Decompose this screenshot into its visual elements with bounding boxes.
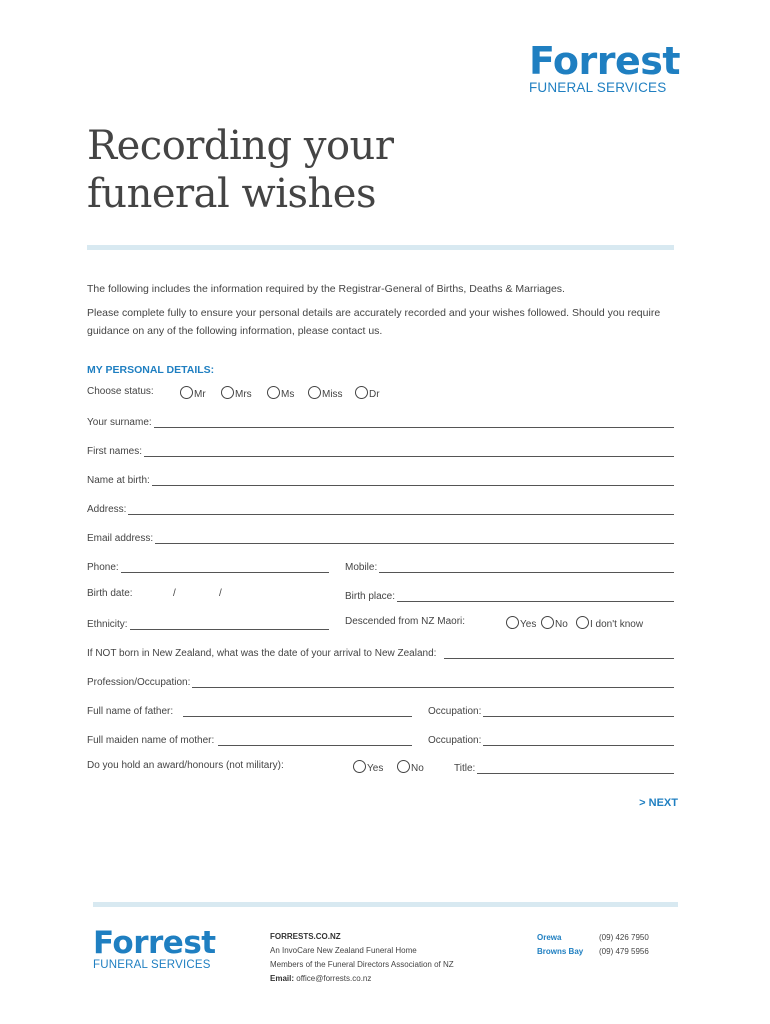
brand-logo [528,39,680,95]
birth-date-label: Birth date: [87,588,133,599]
brand-wordmark: Forrest [528,39,680,83]
birth-date-separator: / [219,588,222,599]
surname-field[interactable]: Your surname: [87,414,674,428]
location-name: Orewa [537,933,562,942]
status-option-ms[interactable]: Ms [267,386,294,400]
status-option-mr[interactable]: Mr [180,386,206,400]
footer-locations [537,931,649,959]
award-title-field[interactable]: Title: [454,760,674,774]
footer-line-1: An InvoCare New Zealand Funeral Home [270,946,417,955]
award-option-no[interactable]: No [397,760,424,774]
radio-icon[interactable] [353,760,366,773]
father-name-field[interactable]: Full name of father: [87,703,412,717]
page-title [87,122,393,218]
footer-line-2: Members of the Funeral Directors Association of NZ [270,960,454,969]
status-option-dr[interactable]: Dr [355,386,380,400]
radio-icon[interactable] [308,386,321,399]
mother-name-field[interactable]: Full maiden name of mother: [87,732,412,746]
radio-icon[interactable] [180,386,193,399]
section-title: MY PERSONAL DETAILS: [87,364,215,376]
arrival-date-field[interactable]: If NOT born in New Zealand, what was the date of your arrival to New Zealand: [87,645,674,659]
descended-option-yes[interactable]: Yes [506,616,536,630]
address-field[interactable]: Address: [87,501,674,515]
descended-option-dont-know[interactable]: I don't know [576,616,643,630]
profession-field[interactable]: Profession/Occupation: [87,674,674,688]
footer-divider-bar [93,902,678,907]
next-link[interactable]: > NEXT [639,797,678,809]
divider-bar [87,245,674,250]
status-row [87,386,674,404]
radio-icon[interactable] [397,760,410,773]
radio-icon[interactable] [355,386,368,399]
location-name: Browns Bay [537,947,584,956]
first-names-field[interactable]: First names: [87,443,674,457]
ethnicity-field[interactable]: Ethnicity: [87,616,329,630]
footer-site-link[interactable]: FORRESTS.CO.NZ [270,932,341,941]
descended-option-no[interactable]: No [541,616,568,630]
birth-place-field[interactable]: Birth place: [345,588,674,602]
footer-brand-wordmark: Forrest [93,925,216,961]
mother-occupation-field[interactable]: Occupation: [428,732,674,746]
footer-email-link[interactable]: office@forrests.co.nz [296,974,372,983]
radio-icon[interactable] [267,386,280,399]
footer-brand-logo [93,925,216,971]
status-label: Choose status: [87,386,154,397]
footer-brand-subtitle: FUNERAL SERVICES [93,959,211,971]
award-label: Do you hold an award/honours (not military): [87,760,284,771]
title-line-1: Recording your [87,123,394,169]
footer-email-label: Email: [270,974,295,983]
father-occupation-field[interactable]: Occupation: [428,703,674,717]
status-option-mrs[interactable]: Mrs [221,386,252,400]
email-field[interactable]: Email address: [87,530,674,544]
name-at-birth-field[interactable]: Name at birth: [87,472,674,486]
location-phone: (09) 426 7950 [599,933,649,942]
brand-subtitle: FUNERAL SERVICES [528,80,667,95]
intro-paragraph-1: The following includes the information required by the Registrar-General of Births, Deaths & Marriages. [87,283,565,295]
status-option-miss[interactable]: Miss [308,386,343,400]
mobile-field[interactable]: Mobile: [345,559,674,573]
footer-info [270,930,454,986]
radio-icon[interactable] [576,616,589,629]
intro-paragraph-2: Please complete fully to ensure your personal details are accurately recorded and your wishes followed. Should you require guidance on any of the following information, please contact us. [87,307,661,337]
location-phone: (09) 479 5956 [599,947,649,956]
radio-icon[interactable] [221,386,234,399]
title-line-2: funeral wishes [87,171,376,217]
radio-icon[interactable] [506,616,519,629]
descended-label: Descended from NZ Maori: [345,616,466,627]
award-option-yes[interactable]: Yes [353,760,383,774]
phone-field[interactable]: Phone: [87,559,329,573]
birth-date-separator: / [173,588,176,599]
radio-icon[interactable] [541,616,554,629]
